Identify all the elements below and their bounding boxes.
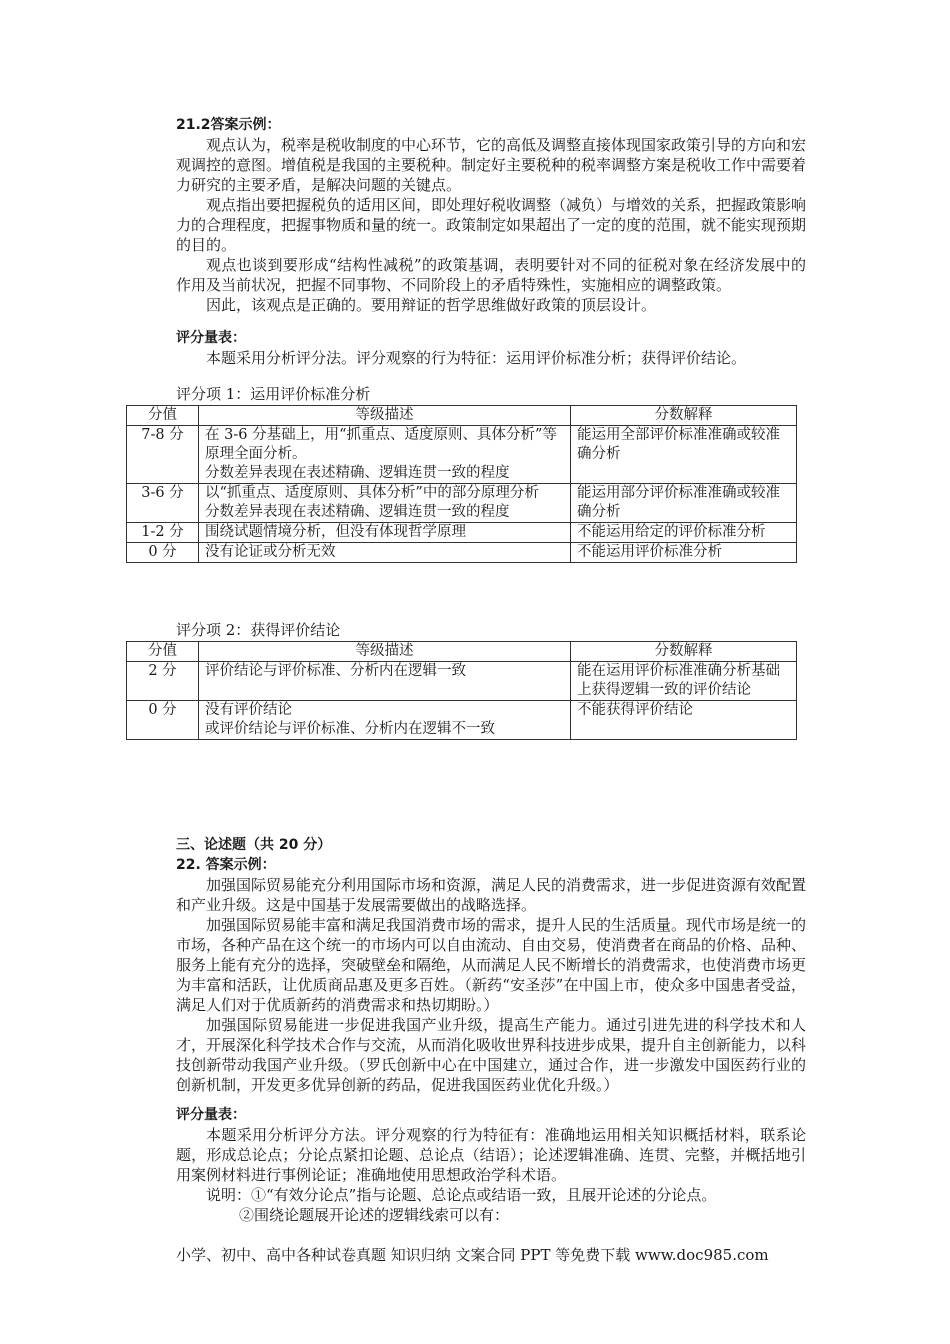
score-cell: 1-2 分	[127, 523, 199, 543]
header-explain: 分数解释	[571, 642, 797, 662]
table-row	[127, 662, 797, 701]
score-cell: 3-6 分	[127, 484, 199, 523]
table-row	[127, 426, 797, 484]
desc-line: 评价结论与评价标准、分析内在逻辑一致	[205, 663, 466, 679]
rubric-intro: 本题采用分析评分法。评分观察的行为特征：运用评价标准分析；获得评价结论。	[206, 349, 747, 367]
paragraph: 观点也谈到要形成“结构性减税”的政策基调，表明要针对不同的征税对象在经济发展中的作用及当前状况，把握不同事物、不同阶段上的矛盾特殊性，实施相应的调整政策。	[176, 256, 806, 294]
note-1: 说明：①“有效分论点”指与论题、总论点或结语一致，且展开论述的分论点。	[206, 1186, 717, 1204]
header-desc: 等级描述	[199, 406, 571, 426]
score-cell: 2 分	[127, 662, 199, 701]
rubric-title: 评分量表：	[176, 1107, 246, 1123]
header-desc: 等级描述	[199, 642, 571, 662]
desc-cell	[199, 662, 571, 701]
table-header-row	[127, 406, 797, 426]
table-row	[127, 523, 797, 543]
score-cell: 7-8 分	[127, 426, 199, 484]
explain-cell: 不能运用给定的评价标准分析	[571, 523, 797, 543]
rubric-intro: 本题采用分析评分方法。评分观察的行为特征有：准确地运用相关知识概括材料，联系论题，形成总论点；分论点紧扣论题、总论点（结语）；论述逻辑准确、连贯、完整，并概括地引用案例材料进行事例论证；准确地使用思想政治学科术语。	[176, 1126, 806, 1184]
question-22-heading: 22. 答案示例：	[176, 857, 276, 873]
rubric-table-1	[126, 405, 797, 563]
heading-21-2: 21.2答案示例：	[176, 117, 281, 133]
score-cell: 0 分	[127, 543, 199, 563]
desc-cell	[199, 523, 571, 543]
section-3	[176, 835, 806, 1095]
explain-cell: 能运用部分评价标准准确或较准确分析	[571, 484, 797, 523]
header-score: 分值	[127, 406, 199, 426]
explain-cell: 能运用全部评价标准准确或较准确分析	[571, 426, 797, 484]
header-score: 分值	[127, 642, 199, 662]
rubric-title: 评分量表：	[176, 330, 246, 346]
table-row	[127, 484, 797, 523]
rubric-22	[176, 1105, 806, 1225]
page-footer: 小学、初中、高中各种试卷真题 知识归纳 文案合同 PPT 等免费下载 www.doc985.com	[176, 1246, 769, 1264]
desc-line: 没有论证或分析无效	[205, 544, 336, 560]
answer-21-2	[176, 115, 806, 315]
table-row	[127, 701, 797, 740]
explain-cell: 不能获得评价结论	[571, 701, 797, 740]
table-header-row	[127, 642, 797, 662]
desc-line: 在 3-6 分基础上，用“抓重点、适度原则、具体分析”等原理全面分析。	[205, 427, 557, 462]
table-row	[127, 543, 797, 563]
desc-cell	[199, 701, 571, 740]
desc-cell	[199, 484, 571, 523]
paragraph: 因此，该观点是正确的。要用辩证的哲学思维做好政策的顶层设计。	[206, 296, 657, 314]
paragraph: 观点指出要把握税负的适用区间，即处理好税收调整（减负）与增效的关系，把握政策影响力的合理程度，把握事物质和量的统一。政策制定如果超出了一定的度的范围，就不能实现预期的目的。	[176, 196, 807, 254]
rubric-21	[176, 328, 806, 368]
paragraph: 加强国际贸易能充分利用国际市场和资源，满足人民的消费需求，进一步促进资源有效配置和产业升级。这是中国基于发展需要做出的战略选择。	[176, 876, 807, 914]
desc-line: 围绕试题情境分析，但没有体现哲学原理	[205, 524, 466, 540]
desc-cell	[199, 426, 571, 484]
section-3-heading: 三、论述题（共 20 分）	[176, 837, 332, 853]
desc-line: 以“抓重点、适度原则、具体分析”中的部分原理分析	[205, 485, 539, 501]
explain-cell: 能在运用评价标准准确分析基础上获得逻辑一致的评价结论	[571, 662, 797, 701]
score-cell: 0 分	[127, 701, 199, 740]
desc-line: 没有评价结论	[205, 702, 292, 718]
desc-cell	[199, 543, 571, 563]
explain-cell: 不能运用评价标准分析	[571, 543, 797, 563]
header-explain: 分数解释	[571, 406, 797, 426]
paragraph: 加强国际贸易能丰富和满足我国消费市场的需求，提升人民的生活质量。现代市场是统一的市场，各种产品在这个统一的市场内可以自由流动、自由交易，使消费者在商品的价格、品种、服务上能有充分的选择，突破壁垒和隔绝，从而满足人民不断增长的消费需求，也使消费市场更为丰富和活跃，让优质商品惠及更多百姓。（新药“安圣莎”在中国上市，使众多中国患者受益，满足人们对于优质新药的消费需求和热切期盼。）	[176, 916, 807, 1014]
note-2: ②围绕论题展开论述的逻辑线索可以有：	[239, 1206, 510, 1224]
paragraph: 观点认为，税率是税收制度的中心环节，它的高低及调整直接体现国家政策引导的方向和宏观调控的意图。增值税是我国的主要税种。制定好主要税种的税率调整方案是税收工作中需要着力研究的主要矛盾，是解决问题的关键点。	[176, 136, 807, 194]
paragraph: 加强国际贸易能进一步促进我国产业升级，提高生产能力。通过引进先进的科学技术和人才，开展深化科学技术合作与交流，从而消化吸收世界科技进步成果，提升自主创新能力，以科技创新带动我国产业升级。（罗氏创新中心在中国建立，通过合作，进一步激发中国医药行业的创新机制，开发更多优异创新的药品，促进我国医药业优化升级。）	[176, 1016, 807, 1094]
desc-line: 分数差异表现在表述精确、逻辑连贯一致的程度	[205, 465, 510, 481]
desc-line: 分数差异表现在表述精确、逻辑连贯一致的程度	[205, 504, 510, 520]
table2-caption: 评分项 2：获得评价结论	[176, 621, 341, 639]
desc-line: 或评价结论与评价标准、分析内在逻辑不一致	[205, 721, 495, 737]
rubric-table-2	[126, 641, 797, 740]
table1-caption: 评分项 1：运用评价标准分析	[176, 385, 371, 403]
